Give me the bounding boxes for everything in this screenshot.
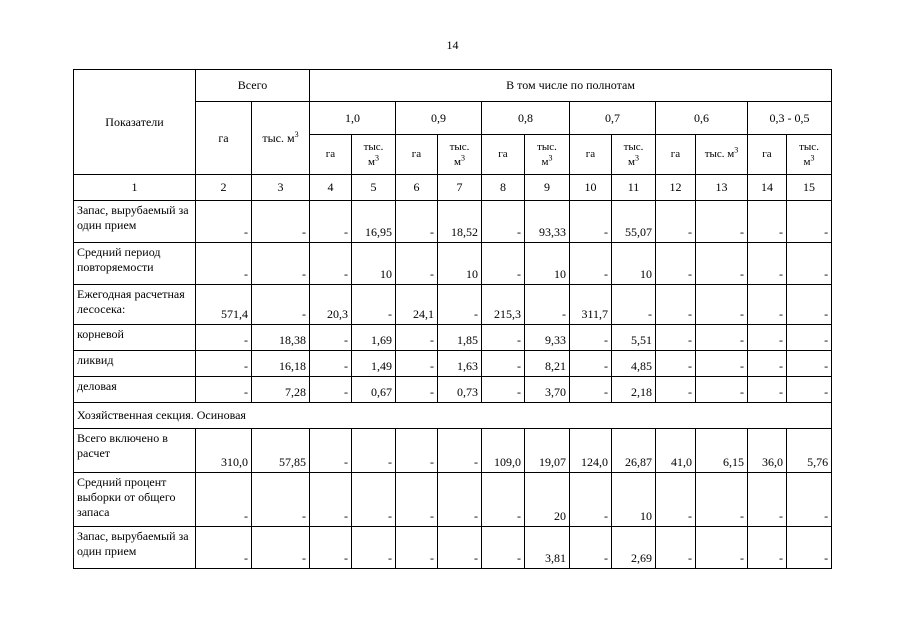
- table-cell: -: [748, 473, 787, 527]
- table-cell: -: [656, 285, 696, 325]
- table-cell: -: [252, 201, 310, 243]
- table-cell: 1,69: [352, 325, 396, 351]
- table-cell: -: [696, 473, 748, 527]
- table-cell: -: [438, 527, 482, 569]
- table-cell: -: [656, 243, 696, 285]
- table-cell: -: [748, 377, 787, 403]
- row-label: Средний период повторяемости: [74, 243, 196, 285]
- table-cell: -: [787, 351, 832, 377]
- table-cell: -: [438, 473, 482, 527]
- table-row: [74, 325, 832, 351]
- table-cell: -: [748, 527, 787, 569]
- table-row: [74, 201, 832, 243]
- row-label: Всего включено в расчет: [74, 429, 196, 473]
- table-cell: -: [196, 473, 252, 527]
- row-label: Средний процент выборки от общего запаса: [74, 473, 196, 527]
- table-cell: 2,69: [612, 527, 656, 569]
- table-cell: 109,0: [482, 429, 525, 473]
- table-cell: -: [696, 377, 748, 403]
- table-cell: 2,18: [612, 377, 656, 403]
- table-cell: -: [696, 243, 748, 285]
- table-cell: -: [656, 201, 696, 243]
- table-cell: 3,81: [525, 527, 570, 569]
- table-cell: 5,51: [612, 325, 656, 351]
- table-cell: -: [196, 527, 252, 569]
- row-label: деловая: [74, 377, 196, 403]
- header-density-4: 0,7: [570, 102, 656, 135]
- column-number: 1: [74, 175, 196, 201]
- table-cell: -: [252, 473, 310, 527]
- table-cell: 9,33: [525, 325, 570, 351]
- table-cell: 3,70: [525, 377, 570, 403]
- table-cell: -: [696, 527, 748, 569]
- table-cell: 7,28: [252, 377, 310, 403]
- table-cell: -: [310, 243, 352, 285]
- table-cell: 41,0: [656, 429, 696, 473]
- table-cell: 10: [525, 243, 570, 285]
- table-cell: 215,3: [482, 285, 525, 325]
- table-cell: -: [352, 429, 396, 473]
- table-cell: 93,33: [525, 201, 570, 243]
- table-cell: -: [482, 527, 525, 569]
- table-cell: 310,0: [196, 429, 252, 473]
- table-cell: -: [196, 243, 252, 285]
- table-cell: -: [570, 527, 612, 569]
- table-row: [74, 351, 832, 377]
- table-cell: 1,49: [352, 351, 396, 377]
- table-cell: -: [570, 351, 612, 377]
- table-cell: -: [310, 377, 352, 403]
- unit-thous: тыс. $м^3$: [787, 135, 832, 175]
- table-row: [74, 527, 832, 569]
- table-cell: -: [482, 243, 525, 285]
- table-cell: 0,73: [438, 377, 482, 403]
- table-cell: -: [482, 351, 525, 377]
- table-cell: 20,3: [310, 285, 352, 325]
- forest-stock-table: [73, 69, 832, 569]
- table-cell: -: [696, 351, 748, 377]
- header-density-5: 0,6: [656, 102, 748, 135]
- table-cell: -: [352, 527, 396, 569]
- row-label: Запас, вырубаемый за один прием: [74, 201, 196, 243]
- table-cell: -: [482, 377, 525, 403]
- table-cell: -: [310, 351, 352, 377]
- table-cell: 18,38: [252, 325, 310, 351]
- table-cell: 55,07: [612, 201, 656, 243]
- table-row: [74, 429, 832, 473]
- table-cell: -: [696, 201, 748, 243]
- table-cell: 10: [612, 243, 656, 285]
- table-cell: -: [787, 201, 832, 243]
- column-number: 7: [438, 175, 482, 201]
- table-cell: -: [787, 325, 832, 351]
- table-cell: -: [252, 243, 310, 285]
- unit-ha: га: [748, 135, 787, 175]
- table-cell: 1,85: [438, 325, 482, 351]
- column-number: 3: [252, 175, 310, 201]
- table-cell: -: [482, 325, 525, 351]
- table-cell: -: [438, 429, 482, 473]
- table-cell: 57,85: [252, 429, 310, 473]
- unit-ha: га: [656, 135, 696, 175]
- table-cell: -: [310, 527, 352, 569]
- table-row: [74, 243, 832, 285]
- table-cell: -: [656, 473, 696, 527]
- table-cell: 1,63: [438, 351, 482, 377]
- column-number: 14: [748, 175, 787, 201]
- table-cell: -: [310, 429, 352, 473]
- table-cell: 124,0: [570, 429, 612, 473]
- table-row: [74, 285, 832, 325]
- column-number: 6: [396, 175, 438, 201]
- table-cell: 24,1: [396, 285, 438, 325]
- column-number: 5: [352, 175, 396, 201]
- table-cell: -: [396, 243, 438, 285]
- table-cell: -: [196, 201, 252, 243]
- unit-ha: га: [310, 135, 352, 175]
- table-cell: -: [696, 285, 748, 325]
- table-cell: -: [612, 285, 656, 325]
- table-cell: 36,0: [748, 429, 787, 473]
- table-cell: 571,4: [196, 285, 252, 325]
- column-number: 15: [787, 175, 832, 201]
- header-density-3: 0,8: [482, 102, 570, 135]
- table-row: [74, 473, 832, 527]
- table-cell: 4,85: [612, 351, 656, 377]
- column-number: 12: [656, 175, 696, 201]
- table-cell: -: [525, 285, 570, 325]
- table-cell: -: [310, 473, 352, 527]
- table-cell: -: [748, 243, 787, 285]
- unit-ha: га: [396, 135, 438, 175]
- table-cell: 10: [352, 243, 396, 285]
- table-cell: 8,21: [525, 351, 570, 377]
- table-cell: -: [656, 351, 696, 377]
- section-title: Хозяйственная секция. Осиновая: [74, 403, 832, 429]
- unit-ha: га: [570, 135, 612, 175]
- table-cell: -: [570, 377, 612, 403]
- unit-thous: тыс. $м^3$: [696, 135, 748, 175]
- table-cell: -: [352, 473, 396, 527]
- table-cell: -: [310, 325, 352, 351]
- table-cell: -: [396, 351, 438, 377]
- column-number: 8: [482, 175, 525, 201]
- table-cell: -: [396, 473, 438, 527]
- table-cell: -: [748, 285, 787, 325]
- column-number: 9: [525, 175, 570, 201]
- table-cell: -: [396, 377, 438, 403]
- table-cell: 10: [612, 473, 656, 527]
- unit-thous: тыс. $м^3$: [525, 135, 570, 175]
- header-including: В том числе по полнотам: [310, 70, 832, 102]
- header-density-1: 1,0: [310, 102, 396, 135]
- column-number: 11: [612, 175, 656, 201]
- table-cell: 5,76: [787, 429, 832, 473]
- table-cell: -: [748, 351, 787, 377]
- header-density-2: 0,9: [396, 102, 482, 135]
- table-cell: -: [748, 201, 787, 243]
- table-cell: 16,95: [352, 201, 396, 243]
- header-total-ha: га: [196, 102, 252, 175]
- unit-ha: га: [482, 135, 525, 175]
- unit-thous: тыс. $м^3$: [612, 135, 656, 175]
- table-cell: -: [656, 377, 696, 403]
- table-cell: 6,15: [696, 429, 748, 473]
- column-number: 2: [196, 175, 252, 201]
- table-cell: -: [787, 243, 832, 285]
- table-cell: 311,7: [570, 285, 612, 325]
- table-cell: 0,67: [352, 377, 396, 403]
- page-number: 14: [446, 38, 459, 52]
- table-cell: 19,07: [525, 429, 570, 473]
- table-cell: -: [438, 285, 482, 325]
- table-cell: -: [482, 201, 525, 243]
- table-cell: -: [787, 285, 832, 325]
- header-total-thous: тыс. $м^3$: [252, 102, 310, 175]
- table-cell: -: [396, 325, 438, 351]
- table-cell: -: [196, 325, 252, 351]
- header-density-6: 0,3 - 0,5: [748, 102, 832, 135]
- row-label: Ежегодная расчетная лесосека:: [74, 285, 196, 325]
- column-number: 4: [310, 175, 352, 201]
- unit-thous: тыс. $м^3$: [352, 135, 396, 175]
- table-cell: -: [570, 243, 612, 285]
- table-cell: -: [396, 429, 438, 473]
- header-indicators: Показатели: [74, 70, 196, 175]
- table-cell: -: [396, 201, 438, 243]
- table-cell: -: [570, 473, 612, 527]
- unit-thous: тыс. $м^3$: [438, 135, 482, 175]
- table-cell: -: [656, 527, 696, 569]
- table-cell: -: [787, 473, 832, 527]
- row-label: корневой: [74, 325, 196, 351]
- table-cell: -: [570, 325, 612, 351]
- table-cell: -: [748, 325, 787, 351]
- table-cell: -: [482, 473, 525, 527]
- table-cell: -: [570, 201, 612, 243]
- table-cell: -: [196, 351, 252, 377]
- table-cell: 10: [438, 243, 482, 285]
- column-number: 10: [570, 175, 612, 201]
- table-row: [74, 377, 832, 403]
- table-cell: -: [787, 377, 832, 403]
- table-cell: -: [396, 527, 438, 569]
- row-label: Запас, вырубаемый за один прием: [74, 527, 196, 569]
- table-cell: 20: [525, 473, 570, 527]
- table-cell: -: [696, 325, 748, 351]
- table-cell: -: [310, 201, 352, 243]
- column-number: 13: [696, 175, 748, 201]
- table-cell: -: [352, 285, 396, 325]
- table-cell: 26,87: [612, 429, 656, 473]
- row-label: ликвид: [74, 351, 196, 377]
- header-total: Всего: [196, 70, 310, 102]
- table-cell: -: [252, 285, 310, 325]
- table-cell: -: [252, 527, 310, 569]
- table-cell: -: [196, 377, 252, 403]
- table-cell: -: [787, 527, 832, 569]
- table-cell: 16,18: [252, 351, 310, 377]
- table-cell: -: [656, 325, 696, 351]
- table-cell: 18,52: [438, 201, 482, 243]
